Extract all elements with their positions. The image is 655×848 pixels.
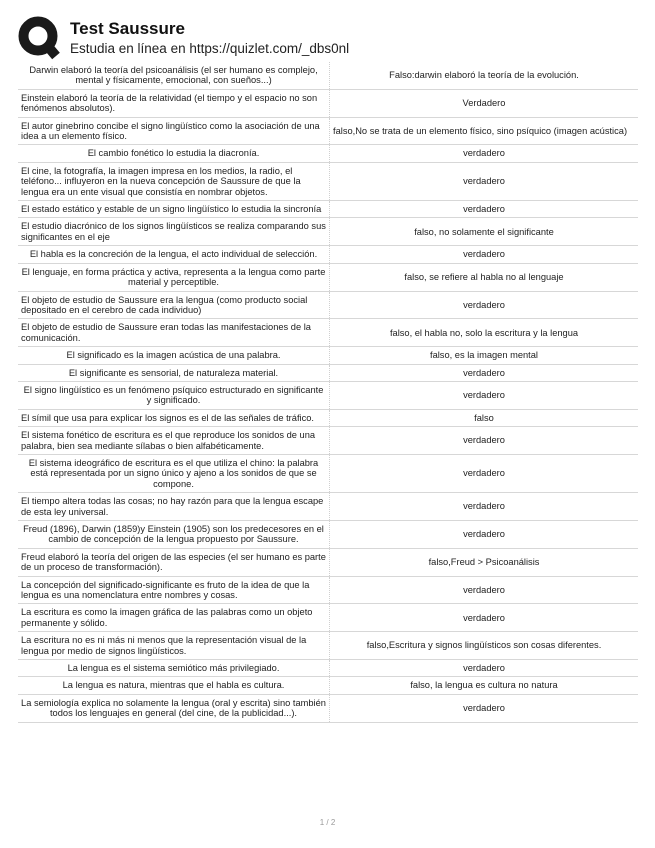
term-cell: El tiempo altera todas las cosas; no hay razón para que la lengua escape de esta ley universal. [18,493,330,521]
table-row [18,218,638,246]
definition-cell: verdadero [330,291,639,319]
term-cell: La lengua es el sistema semiótico más privilegiado. [18,660,330,677]
term-cell: El significado es la imagen acústica de una palabra. [18,347,330,364]
page-number: 1 / 2 [319,818,336,827]
definition-cell: falso, no solamente el significante [330,218,639,246]
term-cell: Darwin elaboró la teoría del psicoanálisis (el ser humano es complejo, mental y físicamente, emocional, con sueños...) [18,62,330,89]
term-cell: Freud elaboró la teoría del origen de las especies (el ser humano es parte de un proceso de transformación). [18,548,330,576]
definition-cell: falso, se refiere al habla no al lenguaje [330,263,639,291]
definition-cell: verdadero [330,493,639,521]
table-row [18,364,638,381]
table-row [18,347,638,364]
table-row [18,89,638,117]
table-row [18,677,638,694]
table-row [18,117,638,145]
table-row [18,694,638,722]
definition-cell: falso,No se trata de un elemento físico, sino psíquico (imagen acústica) [330,117,639,145]
term-cell: La lengua es natura, mientras que el habla es cultura. [18,677,330,694]
table-row [18,454,638,492]
table-row [18,145,638,162]
definition-cell: verdadero [330,162,639,200]
definition-cell: verdadero [330,694,639,722]
page-title: Test Saussure [70,19,185,38]
definition-cell: falso,Escritura y signos lingüísticos son cosas diferentes. [330,632,639,660]
table-row [18,263,638,291]
page-subtitle: Estudia en línea en https://quizlet.com/_dbs0nl [70,41,350,56]
definition-cell: Falso:darwin elaboró la teoría de la evolución. [330,62,639,89]
table-row [18,632,638,660]
term-cell: El cambio fonético lo estudia la diacronía. [18,145,330,162]
definition-cell: verdadero [330,576,639,604]
definition-cell: verdadero [330,381,639,409]
term-cell: El lenguaje, en forma práctica y activa, representa a la lengua como parte material y perceptible. [18,263,330,291]
definition-cell: falso, el habla no, solo la escritura y la lengua [330,319,639,347]
definition-cell: verdadero [330,145,639,162]
term-cell: Einstein elaboró la teoría de la relatividad (el tiempo y el espacio no son fenómenos absolutos). [18,89,330,117]
term-cell: El objeto de estudio de Saussure eran todas las manifestaciones de la comunicación. [18,319,330,347]
term-cell: El sistema ideográfico de escritura es el que utiliza el chino: la palabra está representada por un signo único y ajeno a los sonidos de que se compone. [18,454,330,492]
definition-cell: Verdadero [330,89,639,117]
term-cell: El estado estático y estable de un signo lingüístico lo estudia la sincronía [18,201,330,218]
term-cell: La escritura es como la imagen gráfica de las palabras como un objeto permanente y sólido. [18,604,330,632]
term-cell: La escritura no es ni más ni menos que la representación visual de la lengua por medio de signos lingüísticos. [18,632,330,660]
term-cell: El autor ginebrino concibe el signo lingüístico como la asociación de una idea a un elemento físico. [18,117,330,145]
table-row [18,521,638,549]
table-row [18,409,638,426]
term-cell: La semiología explica no solamente la lengua (oral y escrita) sino también todos los lenguajes en general (del cine, de la publicidad...). [18,694,330,722]
quizlet-logo-icon [18,16,62,60]
definition-cell: falso, es la imagen mental [330,347,639,364]
table-row [18,319,638,347]
flashcard-table [18,62,638,723]
table-row [18,201,638,218]
term-cell: Freud (1896), Darwin (1859)y Einstein (1905) son los predecesores en el cambio de concepción de la lengua propuesto por Saussure. [18,521,330,549]
term-cell: El habla es la concreción de la lengua, el acto individual de selección. [18,246,330,263]
table-row [18,660,638,677]
term-cell: El signo lingüístico es un fenómeno psíquico estructurado en significante y significado. [18,381,330,409]
definition-cell: verdadero [330,454,639,492]
table-row [18,576,638,604]
table-row [18,291,638,319]
definition-cell: verdadero [330,660,639,677]
definition-cell: verdadero [330,604,639,632]
definition-cell: falso,Freud > Psicoanálisis [330,548,639,576]
term-cell: El objeto de estudio de Saussure era la lengua (como producto social depositado en el cerebro de cada individuo) [18,291,330,319]
term-cell: La concepción del significado-significante es fruto de la idea de que la lengua es una nomenclatura entre nombres y cosas. [18,576,330,604]
page-header [18,10,638,60]
table-row [18,548,638,576]
definition-cell: verdadero [330,201,639,218]
definition-cell: falso, la lengua es cultura no natura [330,677,639,694]
term-cell: El estudio diacrónico de los signos lingüísticos se realiza comparando sus significantes en el eje [18,218,330,246]
definition-cell: verdadero [330,246,639,263]
definition-cell: verdadero [330,521,639,549]
term-cell: El cine, la fotografía, la imagen impresa en los medios, la radio, el teléfono... influyeron en la nueva concepción de Saussure de que la lengua era un ente visual que consistía en nombrar objetos. [18,162,330,200]
definition-cell: verdadero [330,364,639,381]
definition-cell: falso [330,409,639,426]
table-row [18,62,638,89]
term-cell: El sistema fonético de escritura es el que reproduce los sonidos de una palabra, bien sea mediante sílabas o bien alfabéticamente. [18,427,330,455]
table-row [18,246,638,263]
table-row [18,604,638,632]
term-cell: El significante es sensorial, de naturaleza material. [18,364,330,381]
definition-cell: verdadero [330,427,639,455]
table-row [18,381,638,409]
term-cell: El símil que usa para explicar los signos es el de las señales de tráfico. [18,409,330,426]
table-row [18,493,638,521]
table-row [18,162,638,200]
table-row [18,427,638,455]
